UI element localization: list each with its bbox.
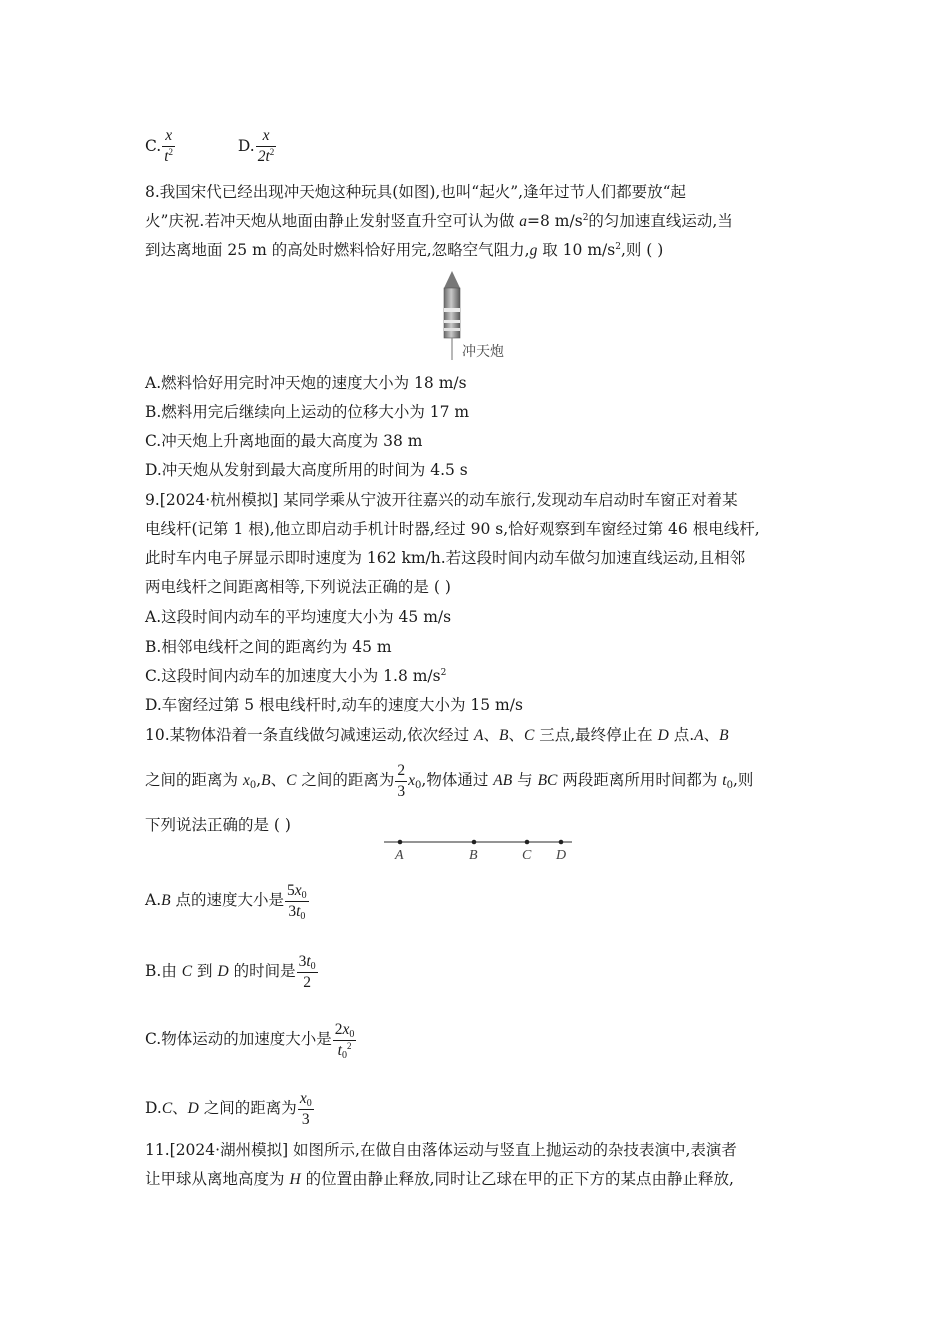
point-d — [559, 840, 564, 845]
q10-stem-line1: 10.某物体沿着一条直线做匀减速运动,依次经过 A、B、C 三点,最终停止在 D 点.A、B — [145, 726, 729, 744]
fraction: $\frac{2}{3}$ — [397, 761, 406, 800]
q7-options — [145, 126, 277, 167]
q10-stem-line2: 之间的距离为 $x_0,B$、C 之间的距离为 $\frac{2}{3}$ $x_0$,物体通过 AB 与 BC 两段距离所用时间都为 $t_0$,则 — [145, 761, 754, 800]
q10-option-a: A.B 点的速度大小是 $\frac{5x_0}{3t_0}$ — [145, 881, 307, 922]
q9-option-c: C.这段时间内动车的加速度大小为 1.8 $m/s^2$ — [145, 667, 447, 685]
point-c — [525, 840, 530, 845]
fraction: $\frac{3t_0}{2}$ — [298, 952, 316, 991]
q11-stem-line1: 11.[2024·湖州模拟] 如图所示,在做自由落体运动与竖直上抛运动的杂技表演中,表演者 — [145, 1141, 737, 1159]
label-b: B — [469, 848, 478, 863]
fraction: $\frac{x_0}{3}$ — [299, 1089, 312, 1128]
q9-option-b: B.相邻电线杆之间的距离约为 45 m — [145, 638, 392, 656]
fraction: $\frac{5x_0}{3t_0}$ — [287, 881, 307, 922]
q8-option-c: C.冲天炮上升离地面的最大高度为 38 m — [145, 432, 423, 450]
q8-option-d: D.冲天炮从发射到最大高度所用的时间为 4.5 s — [145, 461, 468, 479]
point-b — [472, 840, 477, 845]
q8-stem-line1: 8.我国宋代已经出现冲天炮这种玩具(如图),也叫“起火”,逢年过节人们都要放“起 — [145, 183, 687, 201]
label-c: C — [522, 848, 532, 863]
fraction: $\frac{x}{2t^2}$ — [257, 127, 275, 165]
q9-stem-line3: 此时车内电子屏显示即时速度为 162 km/h.若这段时间内动车做匀加速直线运动,且相邻 — [145, 549, 746, 567]
q8-stem-line2: 火”庆祝.若冲天炮从地面由静止发射竖直升空可认为做 a=8 $m/s^2$的匀加速直线运动,当 — [145, 212, 733, 230]
q8-stem-line3: 到达离地面 25 m 的高处时燃料恰好用完,忽略空气阻力,g 取 10 $m/s^2$,则 ( ) — [145, 241, 664, 259]
q8-option-a: A.燃料恰好用完时冲天炮的速度大小为 18 m/s — [145, 374, 467, 392]
q9-stem-line1: 9.[2024·杭州模拟] 某同学乘从宁波开往嘉兴的动车旅行,发现动车启动时车窗正对着某 — [145, 491, 738, 509]
q9-option-d: D.车窗经过第 5 根电线杆时,动车的速度大小为 15 m/s — [145, 696, 523, 714]
q9-option-a: A.这段时间内动车的平均速度大小为 45 m/s — [145, 608, 452, 626]
point-a — [398, 840, 403, 845]
q9-stem-line4: 两电线杆之间距离相等,下列说法正确的是 ( ) — [145, 578, 451, 596]
position-line-diagram — [380, 832, 580, 864]
label-a: A — [395, 848, 404, 863]
q10-option-d: D.C、D 之间的距离为 $\frac{x_0}{3}$ — [145, 1089, 312, 1128]
q10-stem-line3: 下列说法正确的是 ( ) — [145, 816, 291, 834]
firecracker-figure — [430, 268, 540, 364]
q10-option-b: B.由 C 到 D 的时间是 $\frac{3t_0}{2}$ — [145, 952, 316, 991]
label-d: D — [556, 848, 567, 863]
q7-option-c: C. $\frac{x}{t^2}$ — [145, 127, 174, 165]
fraction: $\frac{x}{t^2}$ — [164, 127, 174, 165]
figure-caption: 冲天炮 — [462, 344, 504, 360]
q8-option-b: B.燃料用完后继续向上运动的位移大小为 17 m — [145, 403, 470, 421]
position-line-figure — [380, 832, 580, 864]
q9-stem-line2: 电线杆(记第 1 根),他立即启动手机计时器,经过 90 s,恰好观察到车窗经过第 46 根电线杆, — [145, 520, 760, 538]
fraction: $\frac{2x_0}{t_0^2}$ — [334, 1020, 355, 1061]
q11-stem-line2: 让甲球从离地高度为 H 的位置由静止释放,同时让乙球在甲的正下方的某点由静止释放, — [145, 1170, 734, 1188]
q10-option-c: C.物体运动的加速度大小是 $\frac{2x_0}{t_0^2}$ — [145, 1020, 355, 1061]
q7-option-d: D. $\frac{x}{2t^2}$ — [237, 127, 275, 165]
